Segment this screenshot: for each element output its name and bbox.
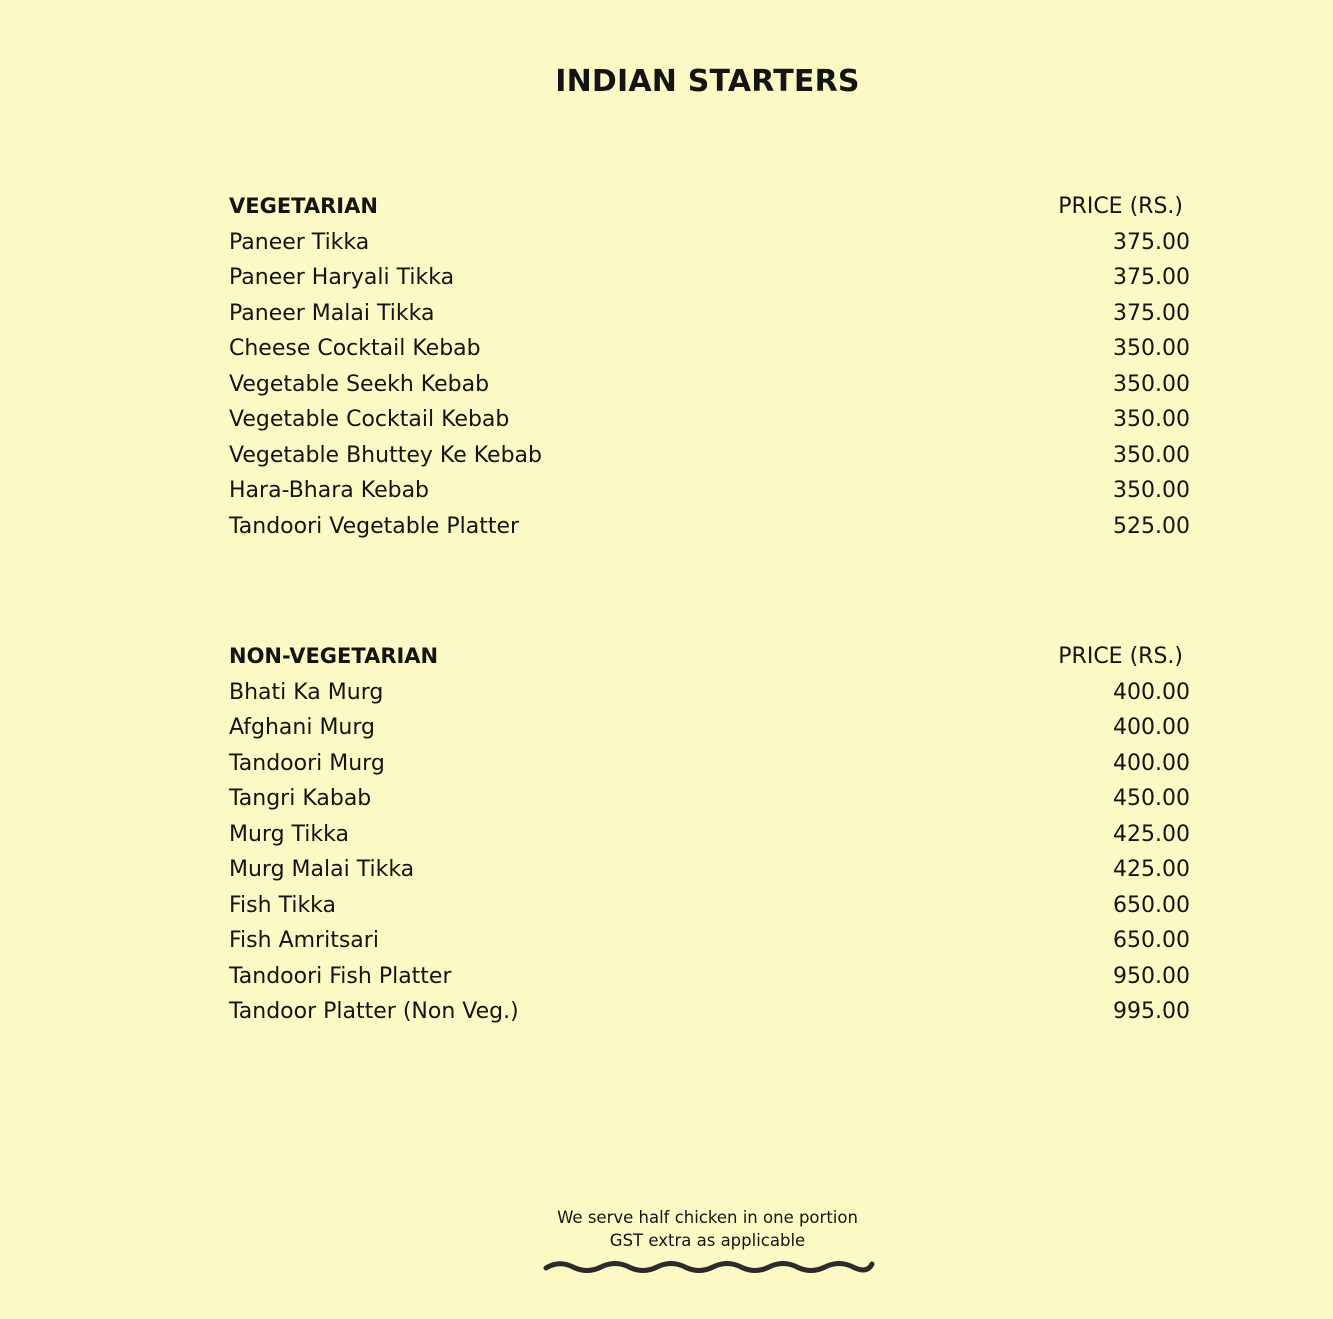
wave-line — [546, 1264, 872, 1271]
menu-item-price: 350.00 — [1113, 478, 1190, 503]
menu-item-price: 450.00 — [1113, 786, 1190, 811]
menu-item-name: Murg Malai Tikka — [229, 857, 415, 882]
menu-item — [229, 438, 1190, 474]
menu-item — [229, 509, 1190, 545]
menu-item-name: Cheese Cocktail Kebab — [229, 336, 481, 361]
non-vegetarian-section — [229, 639, 1190, 1030]
menu-item-price: 995.00 — [1113, 999, 1190, 1024]
menu-item — [229, 746, 1190, 782]
menu-item-name: Fish Tikka — [229, 892, 337, 918]
menu-item-name: Murg Tikka — [229, 821, 349, 847]
menu-item — [229, 331, 1190, 367]
menu-item-price: 525.00 — [1113, 513, 1190, 539]
menu-item-name: Tandoor Platter (Non Veg.) — [229, 999, 519, 1024]
menu-item-price: 425.00 — [1113, 821, 1190, 847]
menu-item-price: 400.00 — [1113, 679, 1190, 705]
menu-item — [229, 888, 1190, 924]
menu-item-name: Paneer Tikka — [229, 229, 370, 255]
menu-item-name: Tandoori Fish Platter — [229, 963, 452, 989]
non-vegetarian-price-heading: PRICE (RS.) — [1058, 644, 1183, 669]
menu-item-name: Tandoori Murg — [229, 750, 385, 776]
menu-item-price: 350.00 — [1113, 371, 1190, 397]
footer-notes — [0, 1206, 1333, 1252]
page-title: INDIAN STARTERS — [555, 64, 860, 99]
menu-item-price: 350.00 — [1113, 442, 1190, 468]
menu-item — [229, 923, 1190, 959]
non-vegetarian-header-row — [229, 639, 1190, 675]
non-vegetarian-heading: NON-VEGETARIAN — [229, 644, 439, 668]
vegetarian-heading: VEGETARIAN — [229, 194, 378, 218]
menu-item — [229, 959, 1190, 995]
menu-item — [229, 710, 1190, 746]
menu-item-price: 650.00 — [1113, 892, 1190, 918]
menu-item — [229, 852, 1190, 888]
menu-item-name: Vegetable Bhuttey Ke Kebab — [229, 442, 543, 468]
menu-item-name: Fish Amritsari — [229, 928, 379, 953]
menu-item-price: 425.00 — [1113, 857, 1190, 882]
footer-note-gst: GST extra as applicable — [609, 1231, 806, 1250]
menu-item-name: Hara-Bhara Kebab — [229, 478, 430, 503]
menu-item — [229, 225, 1190, 261]
footer-note-portion: We serve half chicken in one portion — [557, 1208, 858, 1227]
wave-divider — [543, 1256, 875, 1278]
menu-item-price: 375.00 — [1113, 265, 1190, 290]
menu-item-name: Bhati Ka Murg — [229, 679, 384, 705]
menu-item — [229, 473, 1190, 509]
menu-item-price: 400.00 — [1113, 715, 1190, 740]
menu-item-price: 375.00 — [1113, 229, 1190, 255]
menu-item-name: Afghani Murg — [229, 715, 375, 740]
vegetarian-price-heading: PRICE (RS.) — [1058, 194, 1183, 219]
menu-item — [229, 402, 1190, 438]
menu-item-price: 375.00 — [1113, 300, 1190, 326]
vegetarian-section — [229, 189, 1190, 544]
menu-item-price: 350.00 — [1113, 336, 1190, 361]
menu-item — [229, 817, 1190, 853]
menu-item-name: Paneer Haryali Tikka — [229, 265, 455, 290]
menu-item-name: Tandoori Vegetable Platter — [229, 513, 520, 539]
menu-item — [229, 260, 1190, 296]
menu-item-price: 950.00 — [1113, 963, 1190, 989]
vegetarian-header-row — [229, 189, 1190, 225]
menu-item — [229, 994, 1190, 1030]
menu-item-price: 350.00 — [1113, 407, 1190, 432]
menu-item-name: Tangri Kabab — [229, 786, 372, 811]
menu-item-name: Paneer Malai Tikka — [229, 300, 435, 326]
menu-item-name: Vegetable Cocktail Kebab — [229, 407, 510, 432]
menu-item — [229, 367, 1190, 403]
menu-item-price: 650.00 — [1113, 928, 1190, 953]
menu-item-name: Vegetable Seekh Kebab — [229, 371, 490, 397]
menu-item-price: 400.00 — [1113, 750, 1190, 776]
menu-item — [229, 781, 1190, 817]
menu-item — [229, 675, 1190, 711]
menu-item — [229, 296, 1190, 332]
